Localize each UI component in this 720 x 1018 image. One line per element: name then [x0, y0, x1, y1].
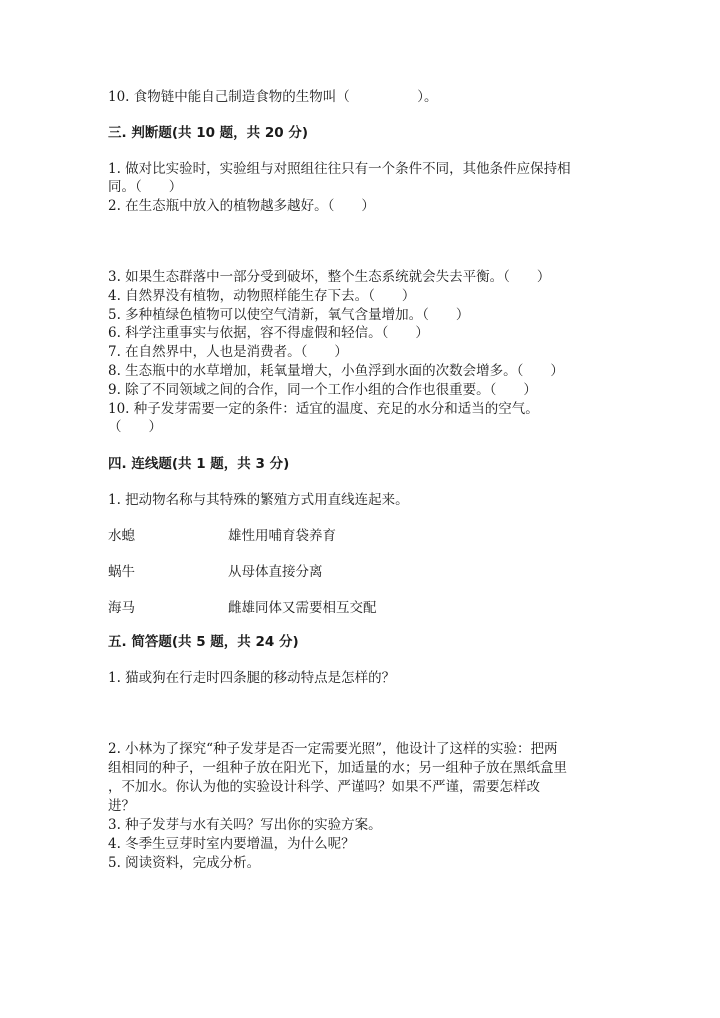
matching-method: 从母体直接分离 — [228, 564, 323, 580]
judge-question-6: 6. 科学注重事实与依据，容不得虚假和轻信。（ ） — [108, 325, 429, 341]
matching-method: 雄性用哺育袋养育 — [228, 528, 336, 544]
short-answer-question-3: 3. 种子发芽与水有关吗？写出你的实验方案。 — [108, 817, 382, 833]
judge-question-9: 9. 除了不同领域之间的合作，同一个工作小组的合作也很重要。（ ） — [108, 382, 537, 398]
section-heading-short-answer: 五. 简答题(共 5 题，共 24 分) — [108, 634, 299, 650]
matching-question-1: 1. 把动物名称与其特殊的繁殖方式用直线连起来。 — [108, 492, 409, 508]
short-answer-question-2-line-1: 2. 小林为了探究“种子发芽是否一定需要光照”，他设计了这样的实验：把两 — [108, 741, 558, 757]
judge-question-1-line-2: 同。（ ） — [108, 179, 183, 195]
judge-question-2: 2. 在生态瓶中放入的植物越多越好。（ ） — [108, 198, 375, 214]
judge-question-10-line-1: 10. 种子发芽需要一定的条件：适宜的温度、充足的水分和适当的空气。 — [108, 401, 539, 417]
short-answer-question-2-line-2: 组相同的种子，一组种子放在阳光下，加适量的水；另一组种子放在黑纸盒里 — [108, 760, 567, 776]
section-heading-matching: 四. 连线题(共 1 题，共 3 分) — [108, 456, 290, 472]
fill-blank-question-10: 10. 食物链中能自己制造食物的生物叫（ ）。 — [108, 89, 438, 105]
short-answer-question-5: 5. 阅读资料，完成分析。 — [108, 855, 261, 871]
judge-question-1-line-1: 1. 做对比实验时，实验组与对照组往往只有一个条件不同，其他条件应保持相 — [108, 161, 571, 177]
judge-question-3: 3. 如果生态群落中一部分受到破坏，整个生态系统就会失去平衡。（ ） — [108, 269, 551, 285]
short-answer-question-4: 4. 冬季生豆芽时室内要增温，为什么呢？ — [108, 836, 355, 852]
judge-question-4: 4. 自然界没有植物，动物照样能生存下去。（ ） — [108, 288, 416, 304]
judge-question-5: 5. 多种植绿色植物可以使空气清新，氧气含量增加。（ ） — [108, 307, 470, 323]
matching-animal: 蜗牛 — [108, 564, 135, 580]
judge-question-8: 8. 生态瓶中的水草增加，耗氧量增大，小鱼浮到水面的次数会增多。（ ） — [108, 363, 564, 379]
matching-animal: 水螅 — [108, 528, 135, 544]
matching-method: 雌雄同体又需要相互交配 — [228, 600, 377, 616]
matching-animal: 海马 — [108, 600, 135, 616]
short-answer-question-2-line-3: ，不加水。你认为他的实验设计科学、严谨吗？如果不严谨，需要怎样改 — [108, 779, 540, 795]
section-heading-judge: 三. 判断题(共 10 题，共 20 分) — [108, 125, 309, 141]
short-answer-question-2-line-4: 进？ — [108, 798, 135, 814]
judge-question-7: 7. 在自然界中，人也是消费者。（ ） — [108, 344, 348, 360]
judge-question-10-line-2: （ ） — [108, 419, 162, 435]
short-answer-question-1: 1. 猫或狗在行走时四条腿的移动特点是怎样的？ — [108, 670, 396, 686]
